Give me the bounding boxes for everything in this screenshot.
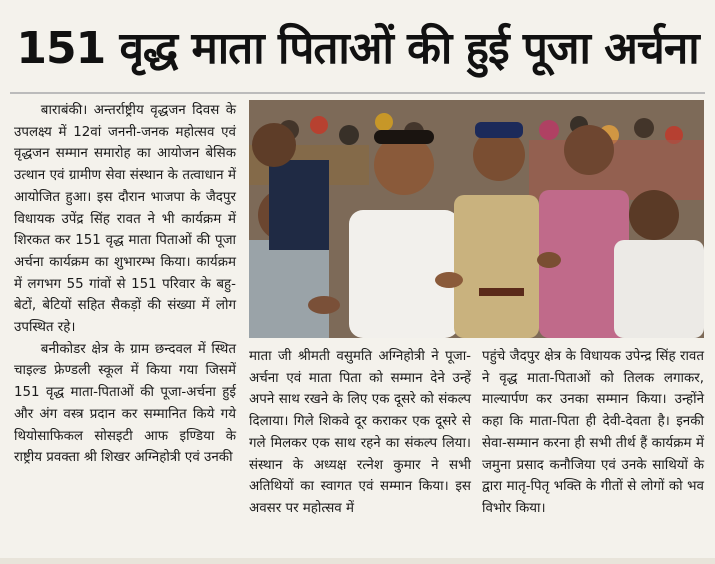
column2-paragraph-1: माता जी श्रीमती वसुमति अग्निहोत्री ने पूजा-अर्चना एवं माता पिता को सम्मान देने उन्हें अपने साथ रखने के लिए एक दूसरे को संकल्प दिलाया। गिले शिकवे दूर कराकर एक दूसरे से गले मिलकर एक साथ रहने का संकल्प लिया। संस्थान के अध्यक्ष रत्नेश कुमार ने सभी अतिथियों का स्वागत एवं सम्मान किया। इस अवसर पर महोत्सव में [249,349,471,516]
news-photo [249,100,704,338]
news-photo-illustration [249,100,704,338]
article-column-2 [249,346,471,520]
article-column-3 [482,346,704,520]
column1-paragraph-1: बाराबंकी। अन्तर्राष्ट्रीय वृद्धजन दिवस के उपलक्ष्य में 12वां जननी-जनक महोत्सव एवं वृद्धजन सम्मान समारोह का आयोजन बेसिक उत्थान एवं ग्रामीण सेवा संस्थान के तत्वाधान में आयोजित हुआ। इस दौरान भाजपा के जैदपुर विधायक उपेंद्र सिंह रावत ने भी कार्यक्रम में शिरकत कर 151 वृद्ध माता पिताओं की पूजा अर्चना कार्यक्रम का शुभारम्भ किया। कार्यक्रम में लगभग 55 गांवों से 151 परिवार के बहु-बेटों, बेटियों सहित सैकड़ों की संख्या में लोग उपस्थित रहे। [14,103,236,336]
article-column-1 [14,100,236,469]
headline: 151 वृद्ध माता पिताओं की हुई पूजा अर्चना [16,23,699,74]
column3-paragraph-1: पहुंचे जैदपुर क्षेत्र के विधायक उपेन्द्र सिंह रावत ने वृद्ध माता-पिताओं को तिलक लगाकर, माल्यार्पण कर उनका सम्मान किया। उन्होंने कहा कि माता-पिता ही देवी-देवता है। इनकी सेवा-सम्मान करना ही सभी तीर्थ हैं कार्यक्रम में जमुना प्रसाद कनौजिया एवं उनके साथियों के द्वारा मातृ-पितृ भक्ति के गीतों से लोगों को भव विभोर किया। [482,349,704,516]
page-edge [0,558,715,564]
column1-paragraph-2: बनीकोडर क्षेत्र के ग्राम छन्दवल में स्थित चाइल्ड फ्रेण्डली स्कूल में किया गया जिसमें 151 वृद्ध माता-पिताओं की पूजा-अर्चना हुई और अंग वस्त्र प्रदान कर सम्मानित किये गये थियोसाफिकल सोसइटी आफ इण्डिया के राष्ट्रीय प्रवक्ता श्री शिखर अग्निहोत्री एवं उनकी [14,341,236,466]
headline-divider [10,92,705,94]
